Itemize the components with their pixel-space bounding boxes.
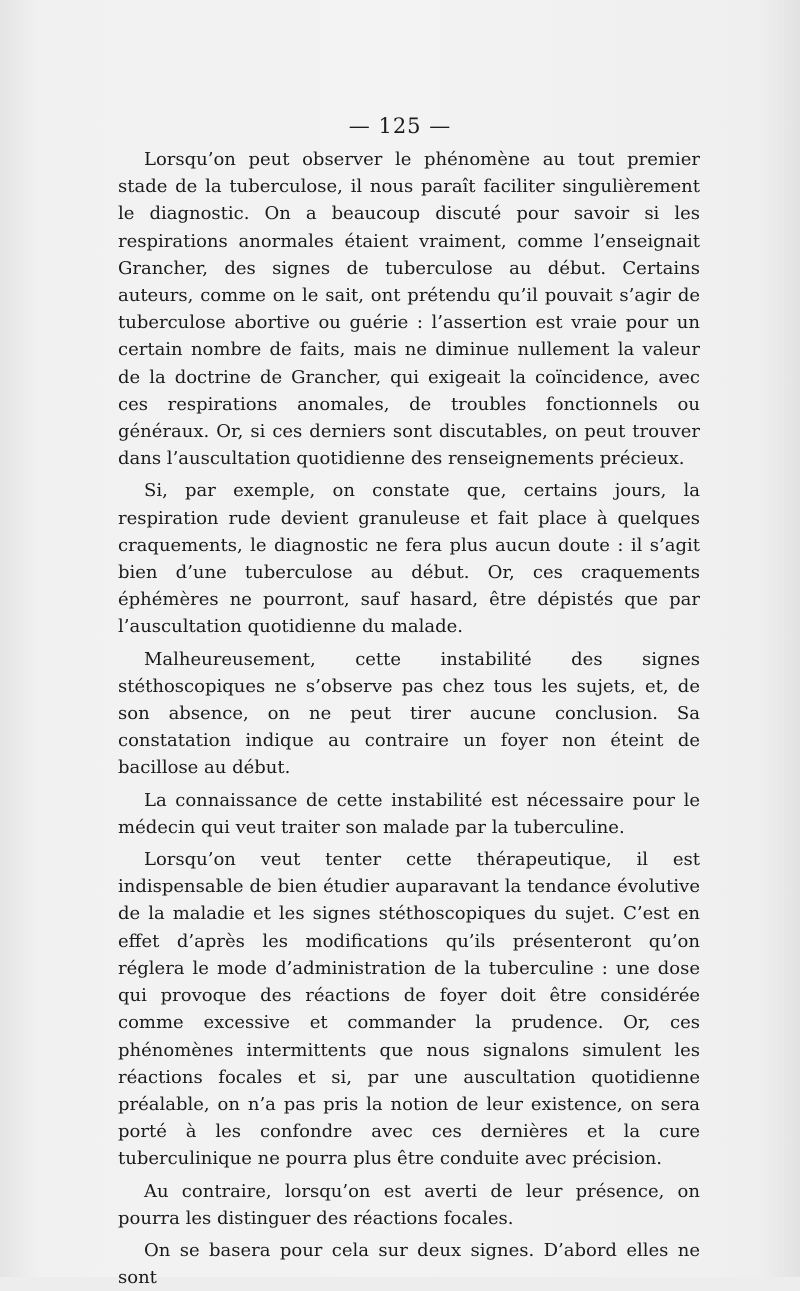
paragraph: On se basera pour cela sur deux signes. D’abord elles ne sont — [118, 1239, 700, 1289]
paragraph: Lorsqu’on peut observer le phénomène au tout premier stade de la tuberculose, il nous paraît faciliter singulièrement le diagnostic. On a beaucoup discuté pour savoir si les respirations anormales étaient vraiment, comme l’enseignait Grancher, des signes de tuberculose au début. Certains auteurs, comme on le sait, ont prétendu qu’il pouvait s’agir de tuberculose abortive ou guérie : l’assertion est vraie pour un certain nombre de faits, mais ne diminue nullement la valeur de la doctrine de Grancher, qui exigeait la coïncidence, avec ces respirations anomales, de troubles fonctionnels ou généraux. Or, si ces derniers sont discutables, on peut trouver dans l’auscultation quotidienne des renseignements précieux. — [118, 149, 700, 470]
body-text — [118, 146, 700, 1291]
paragraph: Si, par exemple, on constate que, certains jours, la respiration rude devient granuleuse et fait place à quelques craquements, le diagnostic ne fera plus aucun doute : il s’agit bien d’une tuberculose au début. Or, ces craquements éphémères ne pourront, sauf hasard, être dépistés que par l’auscultation quotidienne du malade. — [118, 480, 700, 638]
paragraph: La connaissance de cette instabilité est nécessaire pour le médecin qui veut traiter son malade par la tuberculine. — [118, 789, 700, 838]
paragraph: Au contraire, lorsqu’on est averti de leur présence, on pourra les distinguer des réactions focales. — [118, 1180, 700, 1229]
page-number: — 125 — — [348, 114, 452, 138]
paragraph: Lorsqu’on veut tenter cette thérapeutique, il est indispensable de bien étudier auparavant la tendance évolutive de la maladie et les signes stéthoscopiques du sujet. C’est en effet d’après les modifications qu’ils présenteront qu’on réglera le mode d’administration de la tuberculine : une dose qui provoque des réactions de foyer doit être considérée comme excessive et commander la prudence. Or, ces phénomènes intermittents que nous signalons simulent les réactions focales et si, par une auscultation quotidienne préalable, on n’a pas pris la notion de leur existence, on sera porté à les confondre avec ces dernières et la cure tuberculinique ne pourra plus être conduite avec précision. — [118, 849, 700, 1170]
paragraph: Malheureusement, cette instabilité des signes stéthoscopiques ne s’observe pas chez tous les sujets, et, de son absence, on ne peut tirer aucune conclusion. Sa constatation indique au contraire un foyer non éteint de bacillose au début. — [118, 648, 700, 779]
